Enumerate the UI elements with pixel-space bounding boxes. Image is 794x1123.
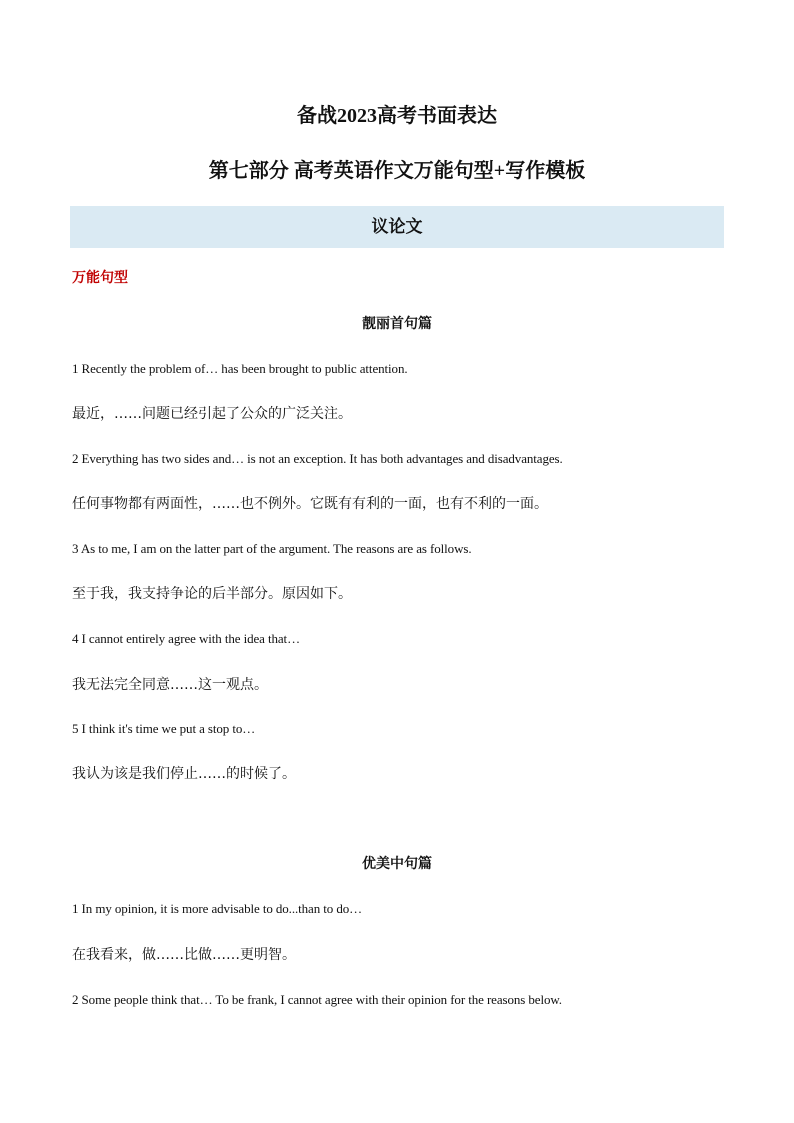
- middle-sentence-1-en: 1 In my opinion, it is more advisable to do...than to do…: [72, 901, 363, 916]
- opening-sentence-4-en: 4 I cannot entirely agree with the idea that…: [72, 631, 300, 646]
- document-title: 备战2023高考书面表达: [297, 105, 497, 127]
- middle-sentences-heading: 优美中句篇: [362, 856, 432, 872]
- opening-sentence-2-en: 2 Everything has two sides and… is not an exception. It has both advantages and disadvantages.: [72, 451, 563, 466]
- document-subtitle: 第七部分 高考英语作文万能句型+写作模板: [208, 160, 586, 182]
- opening-sentences-heading: 靓丽首句篇: [362, 316, 432, 332]
- opening-sentence-5-en: 5 I think it's time we put a stop to…: [72, 721, 256, 736]
- opening-sentence-3-zh: 至于我，我支持争论的后半部分。原因如下。: [72, 586, 352, 602]
- opening-sentence-2-zh: 任何事物都有两面性，……也不例外。它既有有利的一面，也有不利的一面。: [72, 496, 548, 512]
- opening-sentence-4-zh: 我无法完全同意……这一观点。: [72, 677, 268, 693]
- opening-sentence-1-en: 1 Recently the problem of… has been brought to public attention.: [72, 361, 408, 376]
- category-heading: 万能句型: [72, 270, 128, 286]
- opening-sentence-5-zh: 我认为该是我们停止……的时候了。: [72, 766, 296, 782]
- section-title: 议论文: [371, 217, 423, 237]
- middle-sentence-1-zh: 在我看来，做……比做……更明智。: [72, 947, 296, 963]
- opening-sentence-3-en: 3 As to me, I am on the latter part of the argument. The reasons are as follows.: [72, 541, 472, 556]
- section-banner: [70, 206, 724, 248]
- opening-sentence-1-zh: 最近，……问题已经引起了公众的广泛关注。: [72, 406, 352, 422]
- middle-sentence-2-en: 2 Some people think that… To be frank, I cannot agree with their opinion for the reasons below.: [72, 992, 562, 1007]
